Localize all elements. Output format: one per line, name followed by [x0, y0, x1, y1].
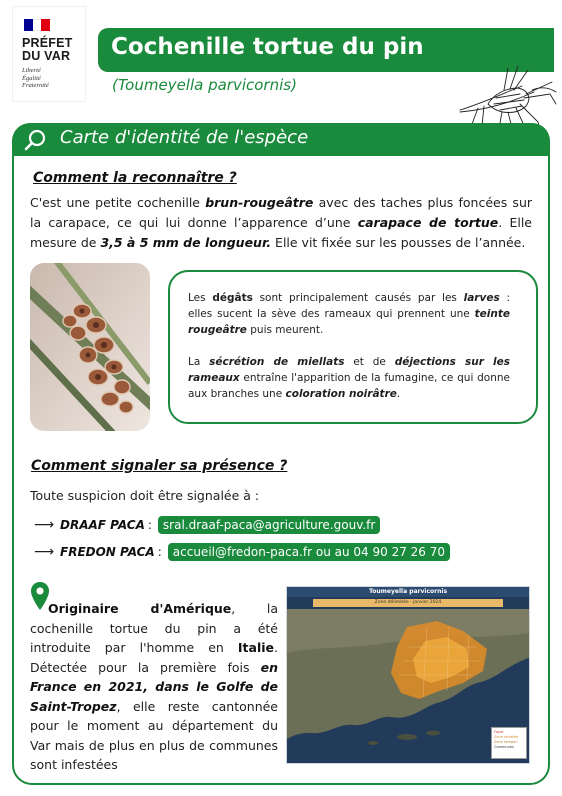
damage-paragraph: Les dégâts sont principalement causés par les larves : elles sucent la sève des rameaux qui prennent une teinte rougeâtre puis meurent.: [188, 292, 510, 336]
legend-item: Zone infestée: [494, 735, 519, 739]
origin-paragraph: Originaire d'Amérique, la cochenille tortue du pin a été introduite par l'homme en Italie. Détectée pour la première fois en France en 2021, dans le Golfe de Saint-Tropez, elle reste cantonnée pour le moment au département du Var mais de plus en plus de communes sont infestées: [30, 601, 278, 772]
legend-item: Zone tampon: [494, 740, 518, 744]
arrow-right-icon: ⟶: [34, 544, 55, 560]
logo-title: PRÉFET DU VAR: [22, 36, 73, 63]
search-icon: [24, 128, 48, 152]
map-legend: [491, 727, 527, 759]
map-subtitle: Zone délimitée · janvier 2024: [374, 600, 442, 605]
map-subheader: [313, 599, 503, 607]
prefet-logo: [12, 6, 86, 102]
page-title: Cochenille tortue du pin: [111, 34, 424, 60]
contact-email-draaf[interactable]: sral.draaf-paca@agriculture.gouv.fr: [158, 516, 380, 534]
report-heading: Comment signaler sa présence ?: [31, 458, 288, 474]
map-header: [287, 587, 529, 597]
recognize-heading: Comment la reconnaître ?: [33, 170, 237, 186]
contact-row-draaf: ⟶ DRAAF PACA : sral.draaf-paca@agriculture.gouv.fr: [34, 514, 380, 536]
report-intro: Toute suspicion doit être signalée à :: [30, 488, 260, 503]
contact-org: DRAAF PACA: [60, 518, 145, 532]
identity-card-header: [12, 123, 550, 156]
page-subtitle: (Toumeyella parvicornis): [112, 76, 297, 94]
identity-card-title: Carte d'identité de l'espèce: [60, 127, 309, 148]
distribution-map: [286, 586, 530, 764]
french-flag-icon: [24, 19, 50, 31]
contact-org: FREDON PACA: [60, 545, 155, 559]
contact-email-fredon[interactable]: accueil@fredon-paca.fr ou au 04 90 27 26 70: [168, 543, 450, 561]
contact-row-fredon: ⟶ FREDON PACA : accueil@fredon-paca.fr ou au 04 90 27 26 70: [34, 541, 450, 563]
arrow-right-icon: ⟶: [34, 517, 55, 533]
recognize-paragraph: C'est une petite cochenille brun-rougeâtre avec des taches plus foncées sur la carapace, ce qui lui donne l’apparence d’une carapace de tortue. Elle mesure de 3,5 à 5 mm de longueur. Elle vit fixée sur les pousses de l’année.: [30, 195, 533, 250]
cochineal-photo: [30, 263, 150, 431]
map-title: Toumeyella parvicornis: [368, 588, 448, 595]
honeydew-paragraph: La sécrétion de miellats et de déjections sur les rameaux entraîne l'apparition de la fumagine, ce qui donne aux branches une coloration noirâtre.: [188, 356, 510, 400]
damage-info-box: [168, 270, 538, 424]
logo-motto: Liberté Égalité Fraternité: [22, 67, 49, 89]
legend-item: Foyer: [494, 730, 504, 734]
legend-item: Communes: [494, 745, 514, 749]
